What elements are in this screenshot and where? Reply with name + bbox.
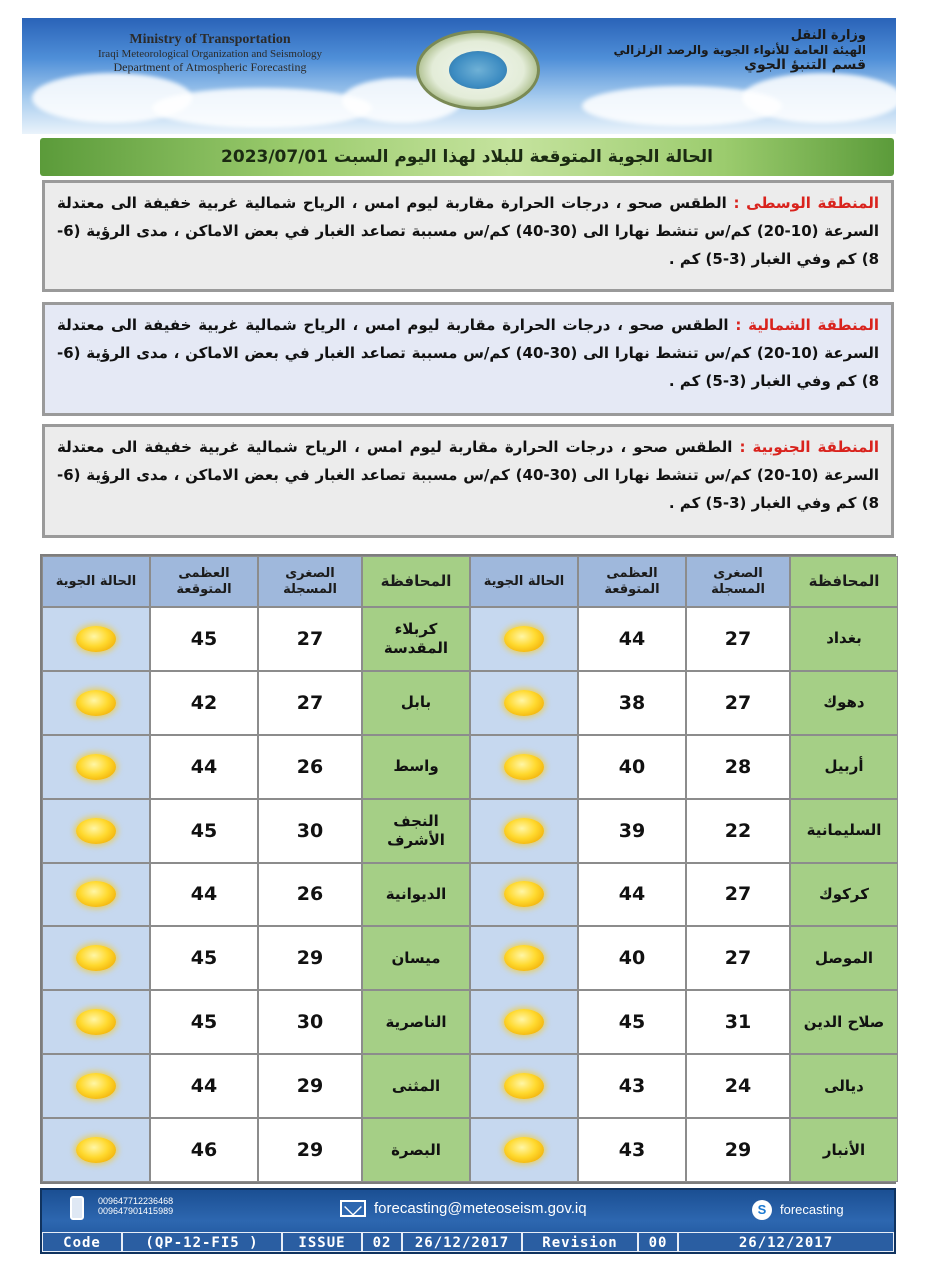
governorate-cell: كربلاء المقدسة	[362, 607, 470, 671]
sun-icon	[76, 1137, 116, 1163]
max-temp-cell: 43	[578, 1054, 686, 1118]
max-temp-cell: 44	[150, 863, 258, 927]
issue-number: 02	[362, 1232, 402, 1252]
forecast-table	[40, 554, 896, 1184]
phone-number: 009647712236468	[98, 1196, 174, 1206]
min-temp-cell: 24	[686, 1054, 790, 1118]
min-temp-cell: 22	[686, 799, 790, 863]
revision-label: Revision	[522, 1232, 638, 1252]
region-central	[42, 180, 894, 292]
sun-icon	[76, 818, 116, 844]
sun-icon	[76, 690, 116, 716]
revision-date: 26/12/2017	[678, 1232, 894, 1252]
header-min: الصغرى المسجلة	[258, 556, 362, 607]
governorate-cell: كركوك	[790, 863, 898, 927]
weather-cell	[42, 1054, 150, 1118]
max-temp-cell: 42	[150, 671, 258, 735]
header-weather: الحالة الجوية	[470, 556, 578, 607]
min-temp-cell: 27	[258, 607, 362, 671]
weather-cell	[42, 735, 150, 799]
weather-cell	[470, 607, 578, 671]
governorate-cell: بابل	[362, 671, 470, 735]
code-value: (QP-12-FI5 )	[122, 1232, 282, 1252]
sun-icon	[504, 818, 544, 844]
issue-date: 26/12/2017	[402, 1232, 522, 1252]
governorate-cell: النجف الأشرف	[362, 799, 470, 863]
min-temp-cell: 30	[258, 990, 362, 1054]
arabic-header	[606, 28, 866, 73]
weather-cell	[470, 799, 578, 863]
min-temp-cell: 29	[258, 926, 362, 990]
region-northern	[42, 302, 894, 416]
header-weather: الحالة الجوية	[42, 556, 150, 607]
min-temp-cell: 27	[686, 607, 790, 671]
governorate-cell: الديوانية	[362, 863, 470, 927]
min-temp-cell: 27	[258, 671, 362, 735]
region-name: المنطقة الوسطى :	[733, 194, 879, 212]
governorate-cell: ديالى	[790, 1054, 898, 1118]
ministry-name-ar: وزارة النقل	[790, 28, 866, 43]
max-temp-cell: 40	[578, 926, 686, 990]
max-temp-cell: 44	[578, 607, 686, 671]
sun-icon	[76, 881, 116, 907]
governorate-cell: الموصل	[790, 926, 898, 990]
skype-handle[interactable]: forecasting	[780, 1202, 844, 1217]
skype-icon: S	[752, 1200, 772, 1220]
max-temp-cell: 39	[578, 799, 686, 863]
sun-icon	[504, 945, 544, 971]
min-temp-cell: 29	[258, 1054, 362, 1118]
max-temp-cell: 45	[150, 926, 258, 990]
sun-icon	[76, 626, 116, 652]
weather-cell	[470, 735, 578, 799]
region-name: المنطقة الجنوبية :	[739, 438, 879, 456]
english-header	[60, 32, 360, 75]
sun-icon	[504, 626, 544, 652]
bulletin-title: الحالة الجوية المتوقعة للبلاد لهذا اليوم السبت 2023/07/01	[40, 138, 894, 176]
governorate-cell: البصرة	[362, 1118, 470, 1182]
header-min: الصغرى المسجلة	[686, 556, 790, 607]
min-temp-cell: 27	[686, 926, 790, 990]
weather-cell	[42, 671, 150, 735]
max-temp-cell: 45	[150, 607, 258, 671]
weather-cell	[42, 863, 150, 927]
weather-cell	[470, 1118, 578, 1182]
region-southern	[42, 424, 894, 538]
sun-icon	[504, 881, 544, 907]
min-temp-cell: 26	[258, 863, 362, 927]
max-temp-cell: 44	[578, 863, 686, 927]
governorate-cell: بغداد	[790, 607, 898, 671]
code-label: Code	[42, 1232, 122, 1252]
ministry-name-en: Ministry of Transportation	[129, 32, 291, 47]
region-text: الطقس صحو ، درجات الحرارة مقاربة ليوم امس ، الرياح شمالية غربية خفيفة الى معتدلة السرعة (10-20) كم/س تنشط نهارا الى (30-40) كم/س مسببة تصاعد الغبار في بعض الاماكن ، مدى الرؤية (6-8) كم وفي الغبار (3-5) كم .	[57, 316, 879, 390]
department-name-en: Department of Atmospheric Forecasting	[113, 60, 307, 74]
region-text: الطقس صحو ، درجات الحرارة مقاربة ليوم امس ، الرياح شمالية غربية خفيفة الى معتدلة السرعة (10-20) كم/س تنشط نهارا الى (30-40) كم/س مسببة تصاعد الغبار في بعض الاماكن ، مدى الرؤية (6-8) كم وفي الغبار (3-5) كم .	[57, 438, 879, 512]
max-temp-cell: 38	[578, 671, 686, 735]
phone-icon	[70, 1196, 84, 1220]
min-temp-cell: 29	[686, 1118, 790, 1182]
governorate-cell: المثنى	[362, 1054, 470, 1118]
header-governorate: المحافظة	[790, 556, 898, 607]
header-max: العظمى المتوقعة	[150, 556, 258, 607]
header-governorate: المحافظة	[362, 556, 470, 607]
sun-icon	[76, 754, 116, 780]
weather-cell	[470, 990, 578, 1054]
weather-cell	[42, 926, 150, 990]
sun-icon	[504, 1009, 544, 1035]
weather-cell	[42, 607, 150, 671]
max-temp-cell: 44	[150, 1054, 258, 1118]
governorate-cell: السليمانية	[790, 799, 898, 863]
email-icon	[340, 1200, 366, 1217]
governorate-cell: واسط	[362, 735, 470, 799]
department-name-ar: قسم التنبؤ الجوي	[744, 57, 866, 73]
organization-name-en: Iraqi Meteorological Organization and Seismology	[97, 48, 323, 60]
max-temp-cell: 45	[150, 990, 258, 1054]
weather-cell	[470, 1054, 578, 1118]
min-temp-cell: 30	[258, 799, 362, 863]
max-temp-cell: 43	[578, 1118, 686, 1182]
min-temp-cell: 28	[686, 735, 790, 799]
max-temp-cell: 46	[150, 1118, 258, 1182]
region-text: الطقس صحو ، درجات الحرارة مقاربة ليوم امس ، الرياح شمالية غربية خفيفة الى معتدلة السرعة (10-20) كم/س تنشط نهارا الى (30-40) كم/س مسببة تصاعد الغبار في بعض الاماكن ، مدى الرؤية (6-8) كم وفي الغبار (3-5) كم .	[57, 194, 879, 268]
governorate-cell: الأنبار	[790, 1118, 898, 1182]
weather-cell	[470, 863, 578, 927]
max-temp-cell: 45	[578, 990, 686, 1054]
max-temp-cell: 44	[150, 735, 258, 799]
min-temp-cell: 29	[258, 1118, 362, 1182]
min-temp-cell: 27	[686, 863, 790, 927]
max-temp-cell: 45	[150, 799, 258, 863]
document-code-row	[42, 1232, 894, 1252]
weather-cell	[42, 799, 150, 863]
weather-cell	[42, 1118, 150, 1182]
weather-cell	[42, 990, 150, 1054]
governorate-cell: دهوك	[790, 671, 898, 735]
max-temp-cell: 40	[578, 735, 686, 799]
email-address[interactable]: forecasting@meteoseism.gov.iq	[374, 1200, 587, 1217]
phone-number: 009647901415989	[98, 1206, 174, 1216]
phone-numbers	[98, 1196, 173, 1216]
logo-emblem-icon	[449, 51, 507, 89]
sun-icon	[76, 1073, 116, 1099]
sun-icon	[504, 754, 544, 780]
header-max: العظمى المتوقعة	[578, 556, 686, 607]
min-temp-cell: 31	[686, 990, 790, 1054]
weather-cell	[470, 671, 578, 735]
organization-logo	[416, 30, 540, 110]
issue-label: ISSUE	[282, 1232, 362, 1252]
sun-icon	[504, 1137, 544, 1163]
min-temp-cell: 26	[258, 735, 362, 799]
organization-name-ar: الهيئة العامة للأنواء الجوية والرصد الزلزالي	[613, 43, 866, 57]
weather-cell	[470, 926, 578, 990]
min-temp-cell: 27	[686, 671, 790, 735]
governorate-cell: صلاح الدين	[790, 990, 898, 1054]
governorate-cell: ميسان	[362, 926, 470, 990]
sun-icon	[504, 690, 544, 716]
revision-number: 00	[638, 1232, 678, 1252]
footer-bar	[40, 1188, 896, 1254]
sun-icon	[76, 945, 116, 971]
region-name: المنطقة الشمالية :	[735, 316, 879, 334]
sun-icon	[76, 1009, 116, 1035]
sun-icon	[504, 1073, 544, 1099]
governorate-cell: أربيل	[790, 735, 898, 799]
governorate-cell: الناصرية	[362, 990, 470, 1054]
